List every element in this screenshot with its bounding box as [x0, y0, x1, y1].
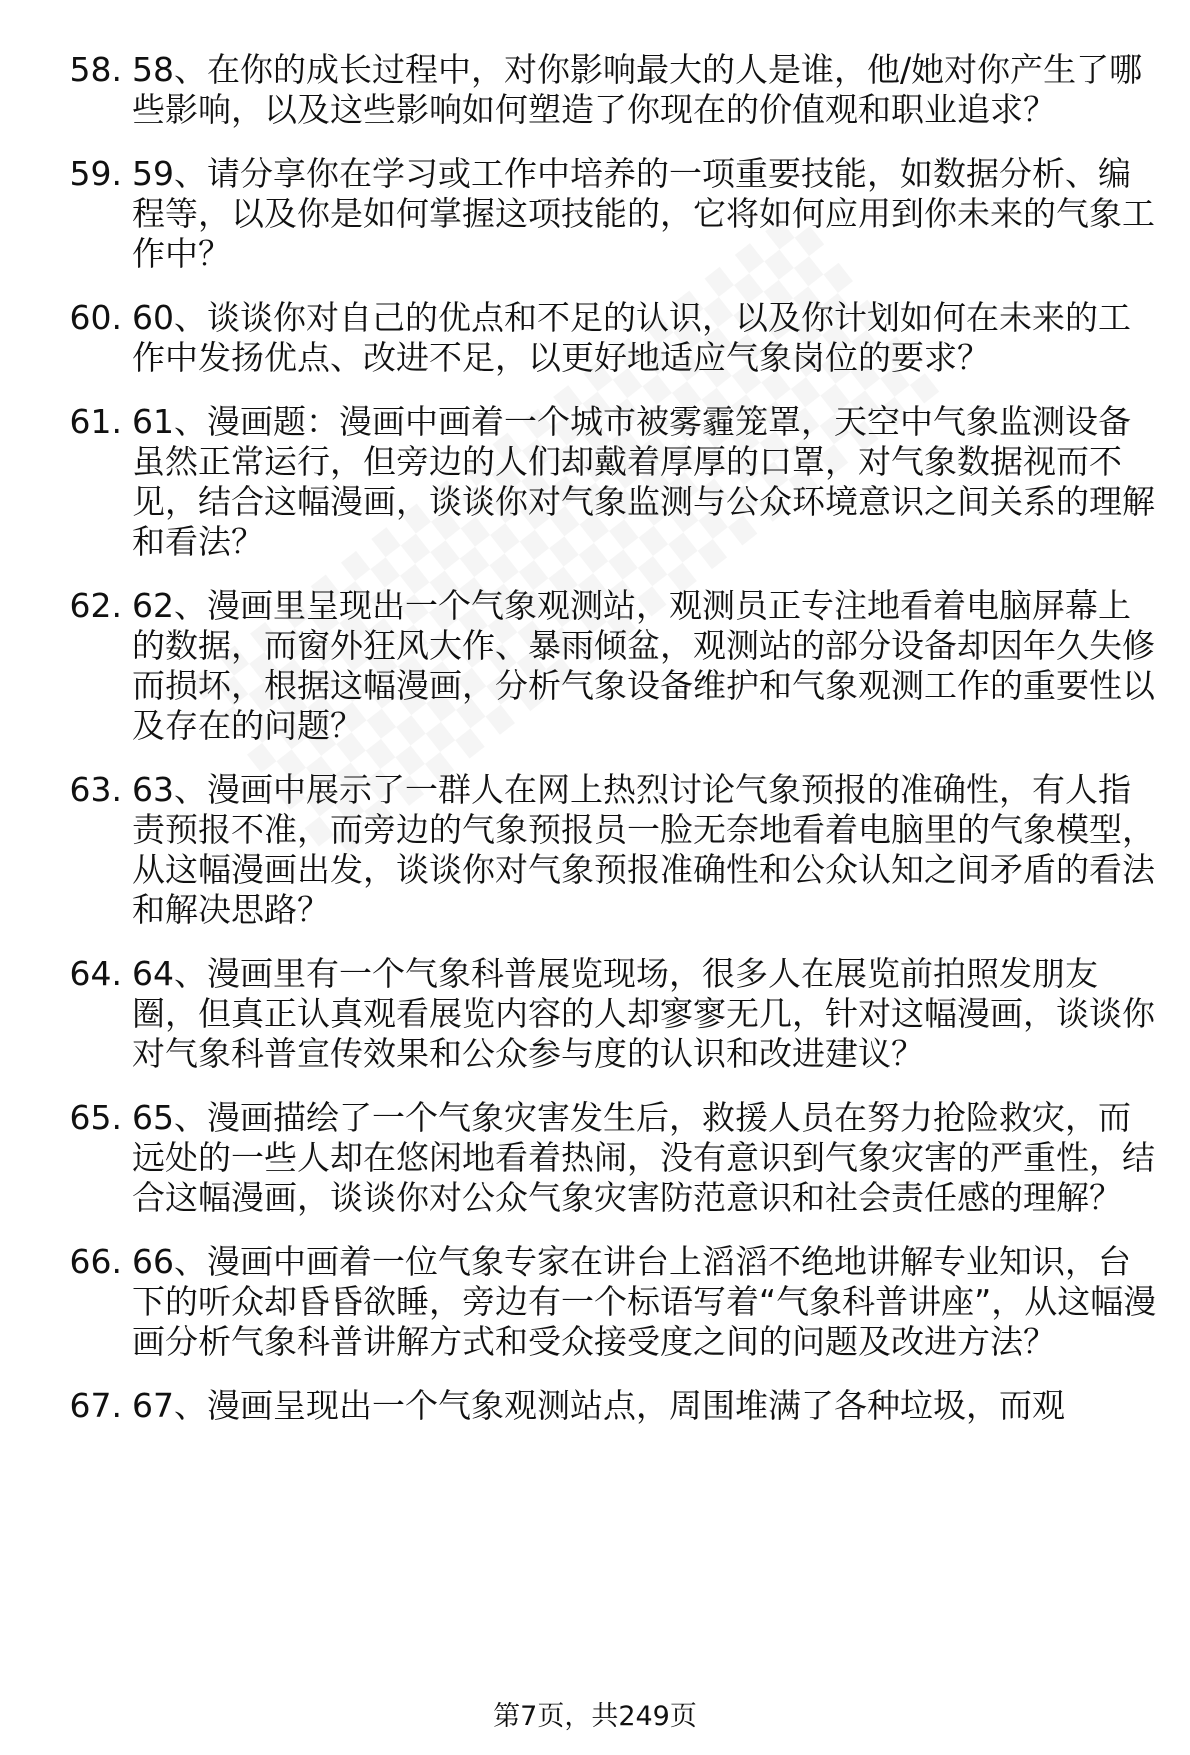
- question-number: 58.: [69, 50, 122, 89]
- list-item: [60, 50, 1160, 130]
- question-number: 64.: [69, 954, 122, 993]
- question-number: 60.: [69, 298, 122, 337]
- question-text: 64、漫画里有一个气象科普展览现场，很多人在展览前拍照发朋友圈，但真正认真观看展览内容的人却寥寥无几，针对这幅漫画，谈谈你对气象科普宣传效果和公众参与度的认识和改进建议？: [132, 954, 1155, 1073]
- question-text: 61、漫画题：漫画中画着一个城市被雾霾笼罩，天空中气象监测设备虽然正常运行，但旁边的人们却戴着厚厚的口罩，对气象数据视而不见，结合这幅漫画，谈谈你对气象监测与公众环境意识之间关系的理解和看法？: [132, 402, 1155, 561]
- list-item: [60, 298, 1160, 378]
- list-item: [60, 1386, 1160, 1426]
- question-text: 63、漫画中展示了一群人在网上热烈讨论气象预报的准确性，有人指责预报不准，而旁边的气象预报员一脸无奈地看着电脑里的气象模型，从这幅漫画出发，谈谈你对气象预报准确性和公众认知之间矛盾的看法和解决思路？: [132, 770, 1155, 929]
- list-item: [60, 402, 1160, 562]
- question-text: 59、请分享你在学习或工作中培养的一项重要技能，如数据分析、编程等，以及你是如何掌握这项技能的，它将如何应用到你未来的气象工作中？: [132, 154, 1155, 273]
- question-number: 61.: [69, 402, 122, 441]
- question-number: 59.: [69, 154, 122, 193]
- question-text: 62、漫画里呈现出一个气象观测站，观测员正专注地看着电脑屏幕上的数据，而窗外狂风大作、暴雨倾盆，观测站的部分设备却因年久失修而损坏，根据这幅漫画，分析气象设备维护和气象观测工作的重要性以及存在的问题？: [132, 586, 1155, 745]
- question-number: 66.: [69, 1242, 122, 1281]
- question-number: 67.: [69, 1386, 122, 1425]
- question-number: 63.: [69, 770, 122, 809]
- question-text: 58、在你的成长过程中，对你影响最大的人是谁，他/她对你产生了哪些影响，以及这些影响如何塑造了你现在的价值观和职业追求？: [132, 50, 1143, 129]
- list-item: [60, 770, 1160, 930]
- question-text: 60、谈谈你对自己的优点和不足的认识，以及你计划如何在未来的工作中发扬优点、改进不足，以更好地适应气象岗位的要求？: [132, 298, 1131, 377]
- question-list: [60, 50, 1160, 1450]
- list-item: [60, 154, 1160, 274]
- question-number: 62.: [69, 586, 122, 625]
- list-item: [60, 1098, 1160, 1218]
- question-text: 67、漫画呈现出一个气象观测站点，周围堆满了各种垃圾，而观: [132, 1386, 1065, 1425]
- question-text: 66、漫画中画着一位气象专家在讲台上滔滔不绝地讲解专业知识，台下的听众却昏昏欲睡，旁边有一个标语写着“气象科普讲座”，从这幅漫画分析气象科普讲解方式和受众接受度之间的问题及改进方法？: [132, 1242, 1157, 1361]
- list-item: [60, 1242, 1160, 1362]
- question-text: 65、漫画描绘了一个气象灾害发生后，救援人员在努力抢险救灾，而远处的一些人却在悠闲地看着热闹，没有意识到气象灾害的严重性，结合这幅漫画，谈谈你对公众气象灾害防范意识和社会责任感的理解？: [132, 1098, 1155, 1217]
- question-number: 65.: [69, 1098, 122, 1137]
- page-footer: 第7页，共249页: [493, 1701, 697, 1732]
- list-item: [60, 586, 1160, 746]
- list-item: [60, 954, 1160, 1074]
